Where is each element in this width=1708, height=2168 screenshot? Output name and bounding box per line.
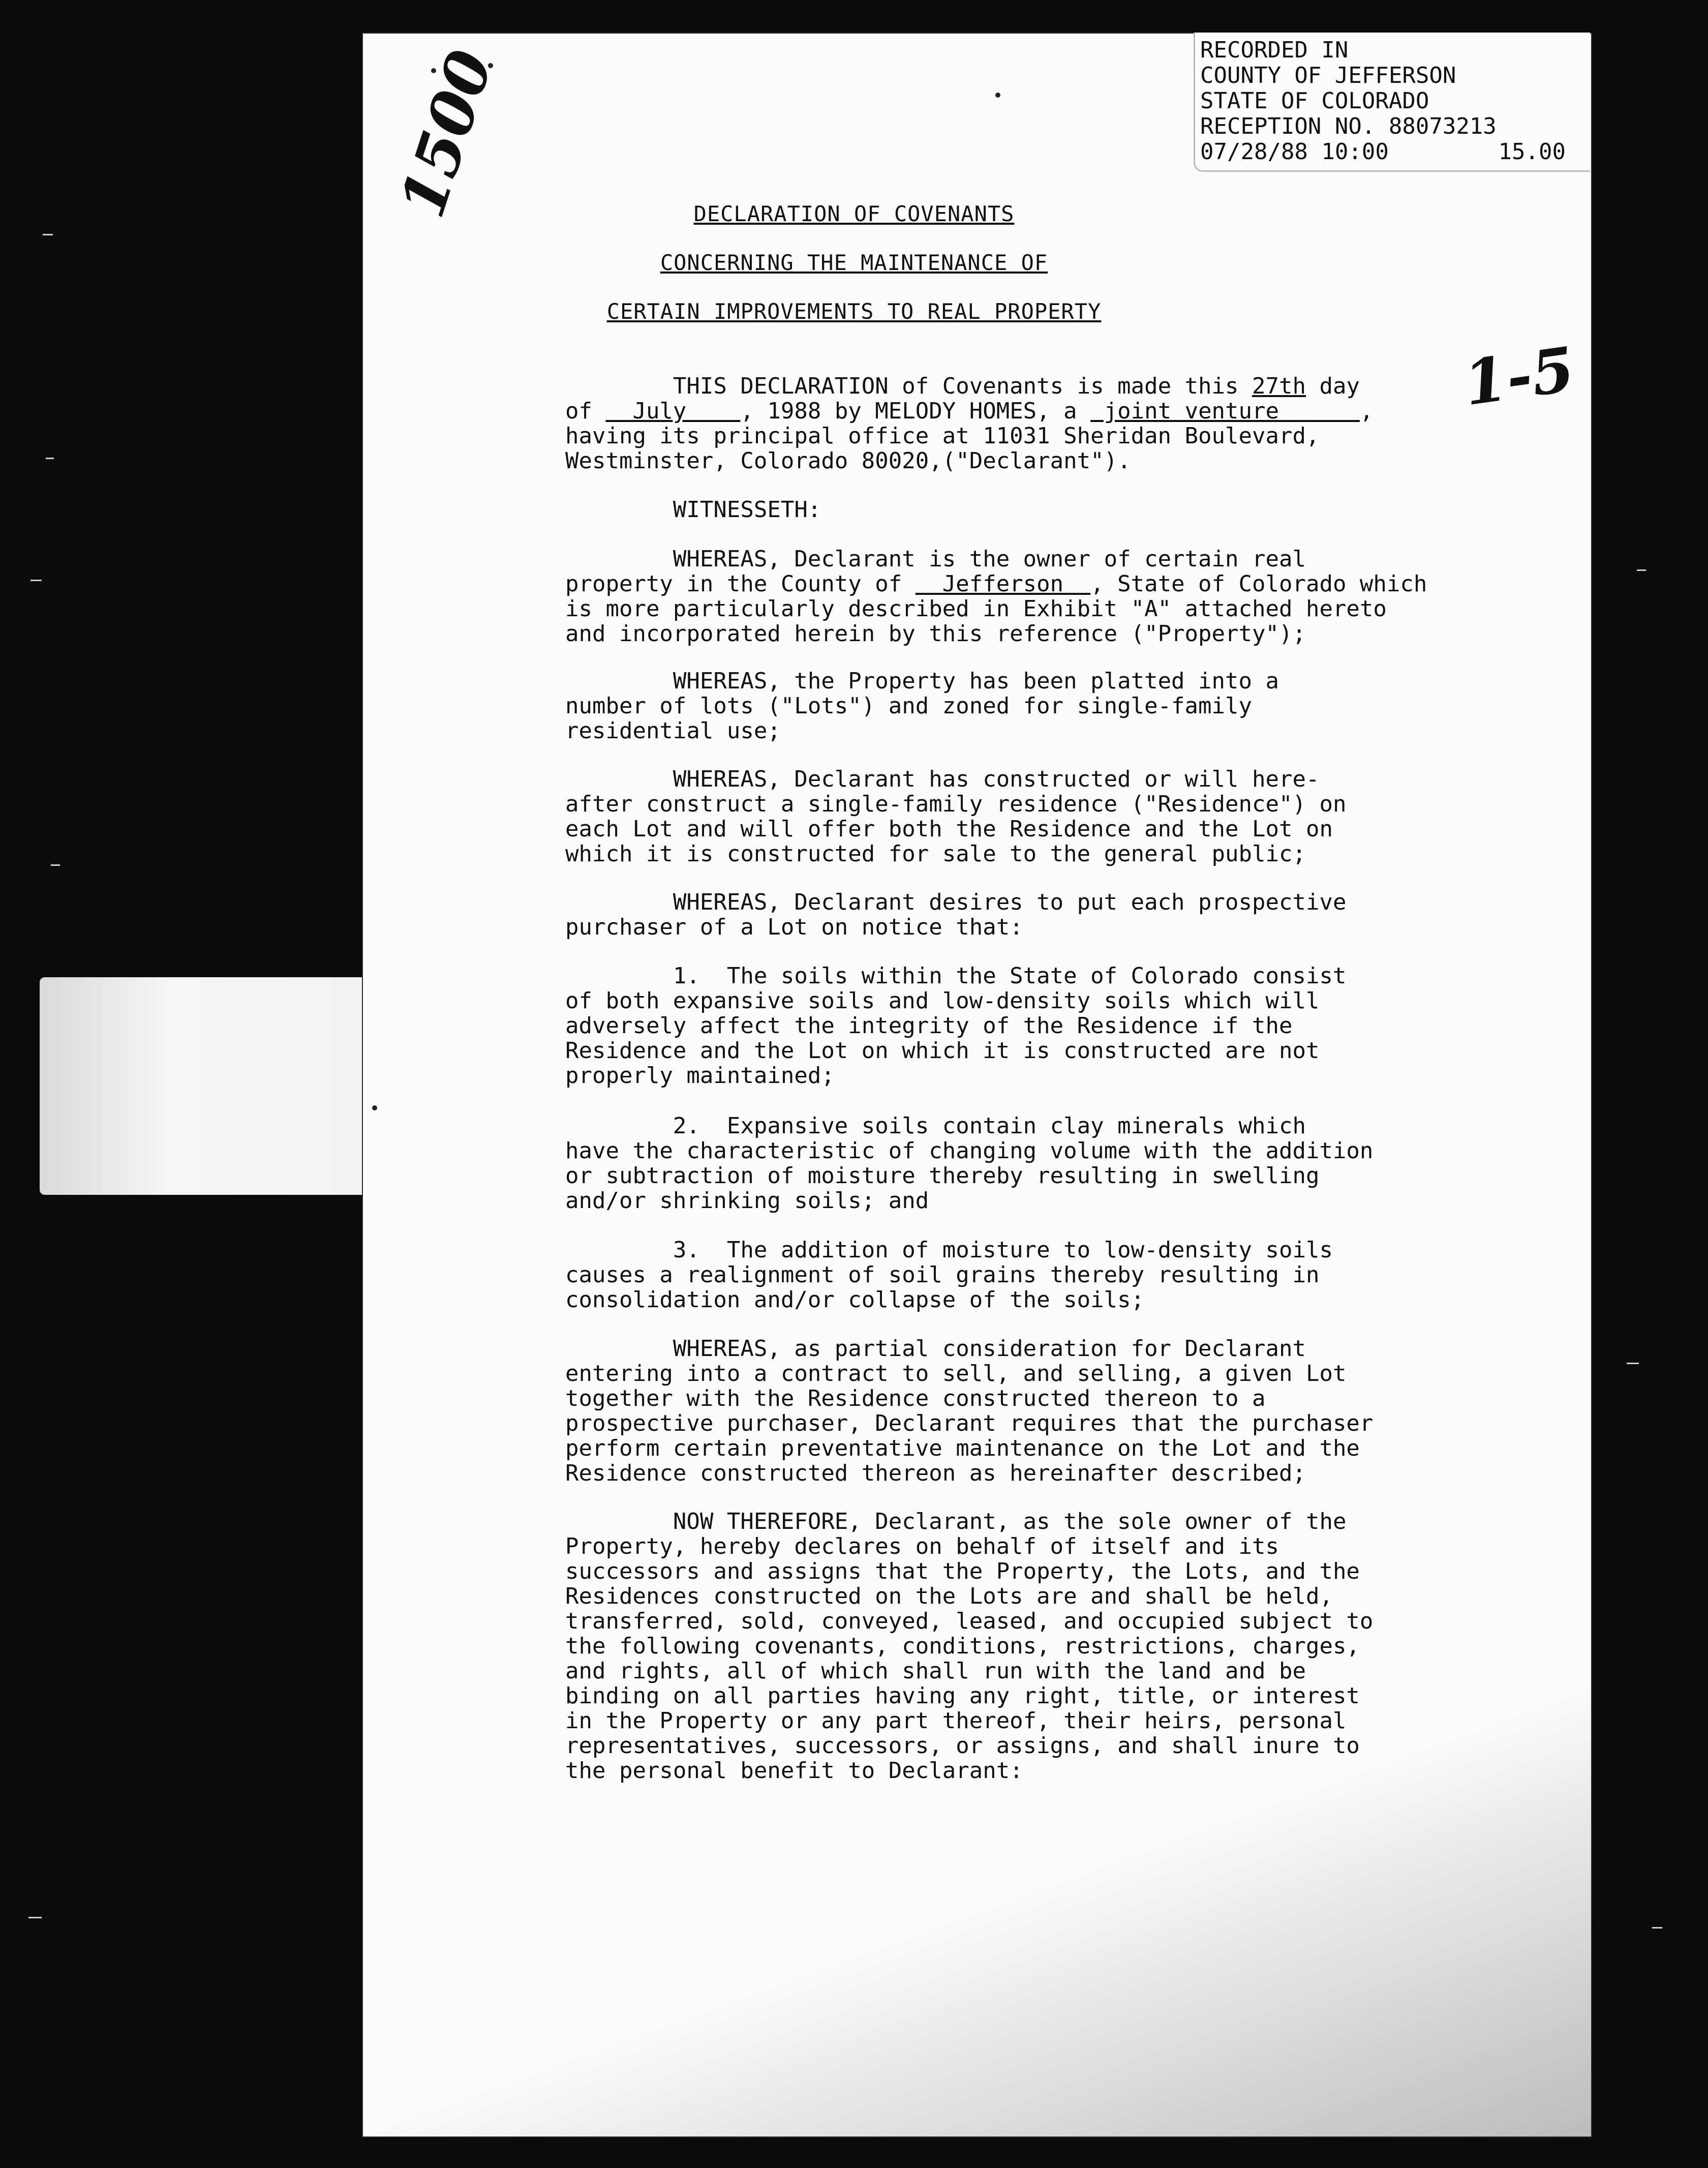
paragraph-text: WHEREAS, Declarant is the owner of certain real (565, 546, 1306, 572)
stamp-line: COUNTY OF JEFFERSON (1200, 63, 1456, 88)
intro-text: day (1305, 373, 1360, 399)
intro-text: Westminster, Colorado 80020,("Declarant"). (565, 448, 1131, 474)
recording-stamp (1194, 33, 1590, 172)
intro-paragraph (565, 374, 1480, 473)
whereas-construction-paragraph: WHEREAS, Declarant has constructed or will here- after construct a single-family residence ("Residence") on each Lot and will offer both the Residence and the Lot on which it is constructed for sale to the general public; (565, 766, 1347, 867)
intro-text: THIS DECLARATION of Covenants is made this (565, 373, 1253, 399)
scan-speck (43, 234, 53, 235)
item-3-paragraph: 3. The addition of moisture to low-density soils causes a realignment of soil grains thereby resulting in consolidation and/or collapse of the soils; (565, 1237, 1333, 1313)
stamp-line: RECORDED IN (1200, 37, 1349, 63)
stray-mark (372, 1105, 377, 1110)
document-title-3: CERTAIN IMPROVEMENTS TO REAL PROPERTY (606, 299, 1102, 324)
intro-text: of (565, 398, 606, 424)
scan-speck (51, 864, 60, 866)
paragraph-text: is more particularly described in Exhibit "A" attached hereto (565, 596, 1387, 622)
whereas-notice-paragraph: WHEREAS, Declarant desires to put each prospective purchaser of a Lot on notice that: (565, 889, 1347, 940)
scan-speck (30, 580, 42, 581)
intro-text: , (1359, 398, 1374, 424)
now-therefore-paragraph: NOW THEREFORE, Declarant, as the sole owner of the Property, hereby declares on behalf of itself and its successors and assigns that the Property, the Lots, and the Residences constructed on the Lots are and shall be held, transferred, sold, conveyed, leased, and occupied subject to the following covenants, conditions, restrictions, charges, and rights, all of which shall run with the land and be binding on all parties having any right, title, or interest in the Property or any part thereof, their heirs, personal representatives, successors, or assigns, and shall inure to the personal benefit to Declarant: (565, 1509, 1374, 1784)
document-title-2: CONCERNING THE MAINTENANCE OF (660, 250, 1048, 275)
witnesseth-heading: WITNESSETH: (565, 497, 821, 523)
entity-type-field: joint venture (1090, 398, 1360, 424)
item-2-paragraph: 2. Expansive soils contain clay minerals which have the characteristic of changing volume with the addition or subtraction of moisture thereby resulting in swelling and/or shrinking soils; and (565, 1113, 1374, 1214)
handwritten-1500: 1500 (386, 42, 507, 226)
scan-speck (1627, 1363, 1639, 1364)
stamp-date-time: 07/28/88 10:00 (1200, 139, 1389, 165)
stamp-line: STATE OF COLORADO (1200, 88, 1429, 114)
paragraph-text: and incorporated herein by this reference ("Property"); (565, 621, 1306, 647)
intro-text: having its principal office at 11031 Sheridan Boulevard, (565, 423, 1320, 449)
handwritten-1-5: 1-5 (1459, 333, 1579, 420)
paragraph-text: , State of Colorado which (1090, 571, 1427, 597)
stamp-date-fee (1195, 139, 1590, 165)
folded-paper-flap (40, 977, 362, 1195)
whereas-consideration-paragraph: WHEREAS, as partial consideration for Declarant entering into a contract to sell, and selling, a given Lot together with the Residence constructed thereon to a prospective purchaser, Declarant requires that the purchaser perform certain preventative maintenance on the Lot and the Residence constructed thereon as hereinafter described; (565, 1336, 1374, 1486)
intro-text: , 1988 by MELODY HOMES, a (740, 398, 1091, 424)
whereas-ownership-paragraph (565, 547, 1480, 646)
scan-speck (28, 1917, 42, 1918)
document-title-1: DECLARATION OF COVENANTS (693, 201, 1015, 226)
item-1-paragraph: 1. The soils within the State of Colorado consist of both expansive soils and low-density soils which will adversely affect the integrity of the Residence if the Residence and the Lot on which it is constructed are not properly maintained; (565, 963, 1347, 1089)
whereas-platted-paragraph: WHEREAS, the Property has been platted into a number of lots ("Lots") and zoned for single-family residential use; (565, 668, 1279, 744)
scan-speck (1652, 1927, 1662, 1929)
date-month-field: July (605, 398, 741, 424)
paragraph-text: property in the County of (565, 571, 916, 597)
date-day-field: 27th (1252, 373, 1306, 399)
stamp-fee: 15.00 (1498, 139, 1566, 165)
county-field: Jefferson (915, 571, 1091, 597)
stamp-line: RECEPTION NO. 88073213 (1200, 113, 1497, 139)
scan-speck (46, 458, 54, 459)
scan-speck (1637, 569, 1646, 571)
stray-mark (995, 93, 1000, 98)
